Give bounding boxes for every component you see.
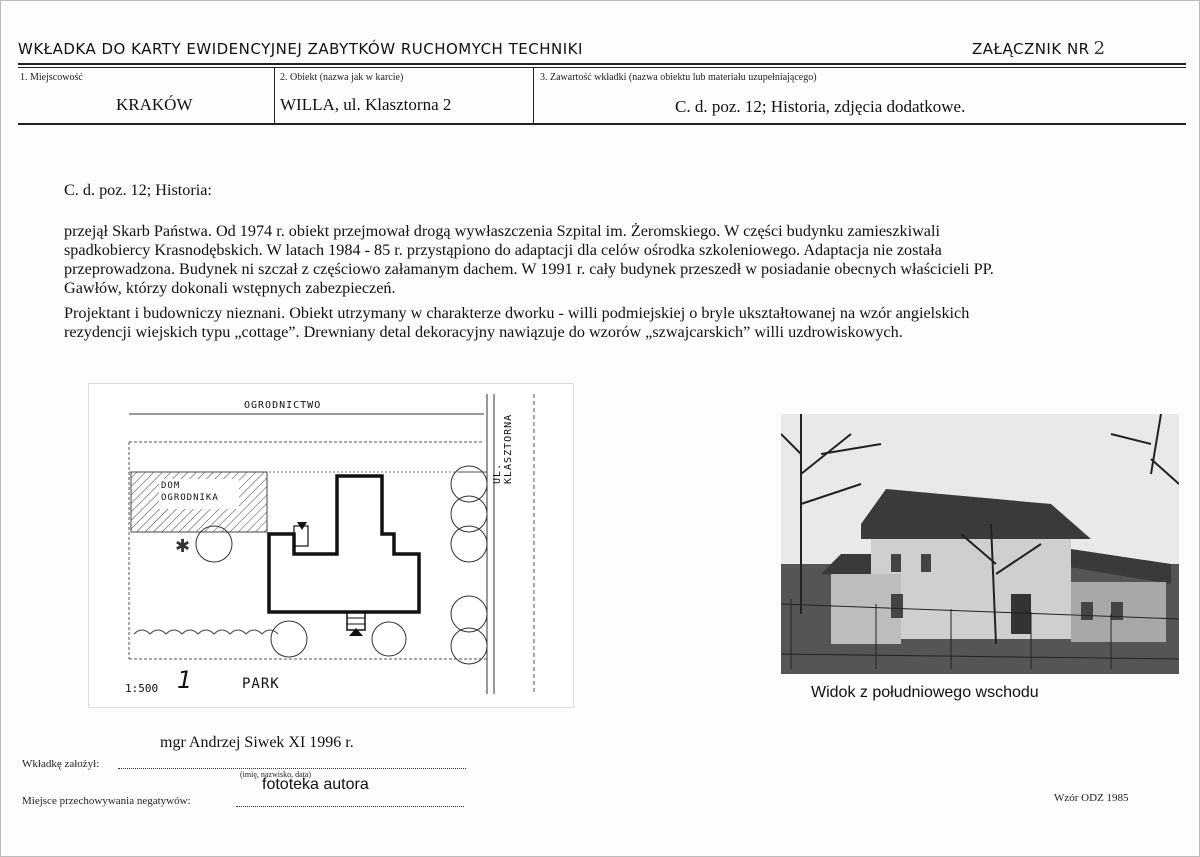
form-title: WKŁADKA DO KARTY EWIDENCYJNEJ ZABYTKÓW RUCHOMYCH TECHNIKI: [18, 40, 583, 58]
history-line: Gawłów, którzy dokonali wstępnych zabezpieczeń.: [64, 279, 396, 297]
site-plan-image: [88, 383, 574, 708]
photo-caption: Widok z południowego wschodu: [811, 684, 1039, 701]
annex-label-text: ZAŁĄCZNIK NR: [972, 40, 1090, 58]
locality-value: KRAKÓW: [116, 95, 193, 114]
history-line: przejął Skarb Państwa. Od 1974 r. obiekt przejmował drogą wywłaszczenia Szpital im. Żeromskiego. W części budynku zamieszkiwali: [64, 222, 940, 240]
plan-label-street: UL. KLASZTORNA: [492, 413, 514, 484]
header-rule-bottom: [18, 123, 1186, 125]
history-line: spadkobiercy Krasnodębskich. W latach 1984 - 85 r. przystąpiono do adaptacji dla celów ośrodka szkoleniowego. Adaptacja nie została: [64, 241, 942, 259]
plan-label-park: PARK: [242, 676, 280, 692]
house-photo-drawing: [781, 414, 1179, 674]
locality-label: 1. Miejscowość: [20, 72, 83, 83]
plan-label-nursery: OGRODNICTWO: [244, 400, 322, 411]
plan-label-house2: OGRODNIKA: [161, 493, 219, 503]
history-line: przeprowadzona. Budynek ni szczał z częściowo załamanym dachem. W 1991 r. cały budynek przeszedł w posiadanie obecnych właścicieli PP.: [64, 260, 994, 278]
description-paragraph: [64, 304, 1164, 342]
section-heading: C. d. poz. 12; Historia:: [64, 181, 212, 199]
contents-label: 3. Zawartość wkładki (nazwa obiektu lub materiału uzupełniającego): [540, 72, 817, 83]
header-rule-top2: [18, 67, 1186, 68]
storage-value: fototeka autora: [262, 776, 369, 793]
column-divider-1: [274, 68, 275, 123]
contents-value: C. d. poz. 12; Historia, zdjęcia dodatkowe.: [675, 97, 966, 116]
annex-label: [972, 38, 1106, 59]
annex-number: 2: [1093, 38, 1106, 59]
plan-label-house: DOM: [161, 481, 181, 491]
house-photo: [781, 414, 1179, 674]
object-value: WILLA, ul. Klasztorna 2: [280, 95, 452, 114]
plan-number: 1: [177, 666, 193, 694]
history-paragraph: [64, 222, 1164, 298]
header-rule-top: [18, 63, 1186, 65]
plan-scale: 1:500: [125, 682, 159, 695]
author-hint: (imię, nazwisko, data): [240, 770, 312, 779]
svg-text:✱: ✱: [175, 536, 191, 557]
form-code: Wzór ODZ 1985: [1054, 792, 1129, 804]
description-line: Projektant i budowniczy nieznani. Obiekt utrzymany w charakterze dworku - willi podmiejskiej o bryle ukształtowanej na wzór angielskich: [64, 304, 970, 322]
author-line: [118, 768, 466, 769]
author-label: Wkładkę założył:: [22, 758, 100, 770]
storage-label: Miejsce przechowywania negatywów:: [22, 795, 191, 807]
column-divider-2: [533, 68, 534, 123]
author-value: mgr Andrzej Siwek XI 1996 r.: [160, 734, 354, 751]
description-line: rezydencji wiejskich typu „cottage”. Drewniany detal dekoracyjny nawiązuje do wzorów „szwajcarskich” willi uzdrowiskowych.: [64, 323, 903, 341]
storage-line: [236, 806, 464, 807]
object-label: 2. Obiekt (nazwa jak w karcie): [280, 72, 404, 83]
